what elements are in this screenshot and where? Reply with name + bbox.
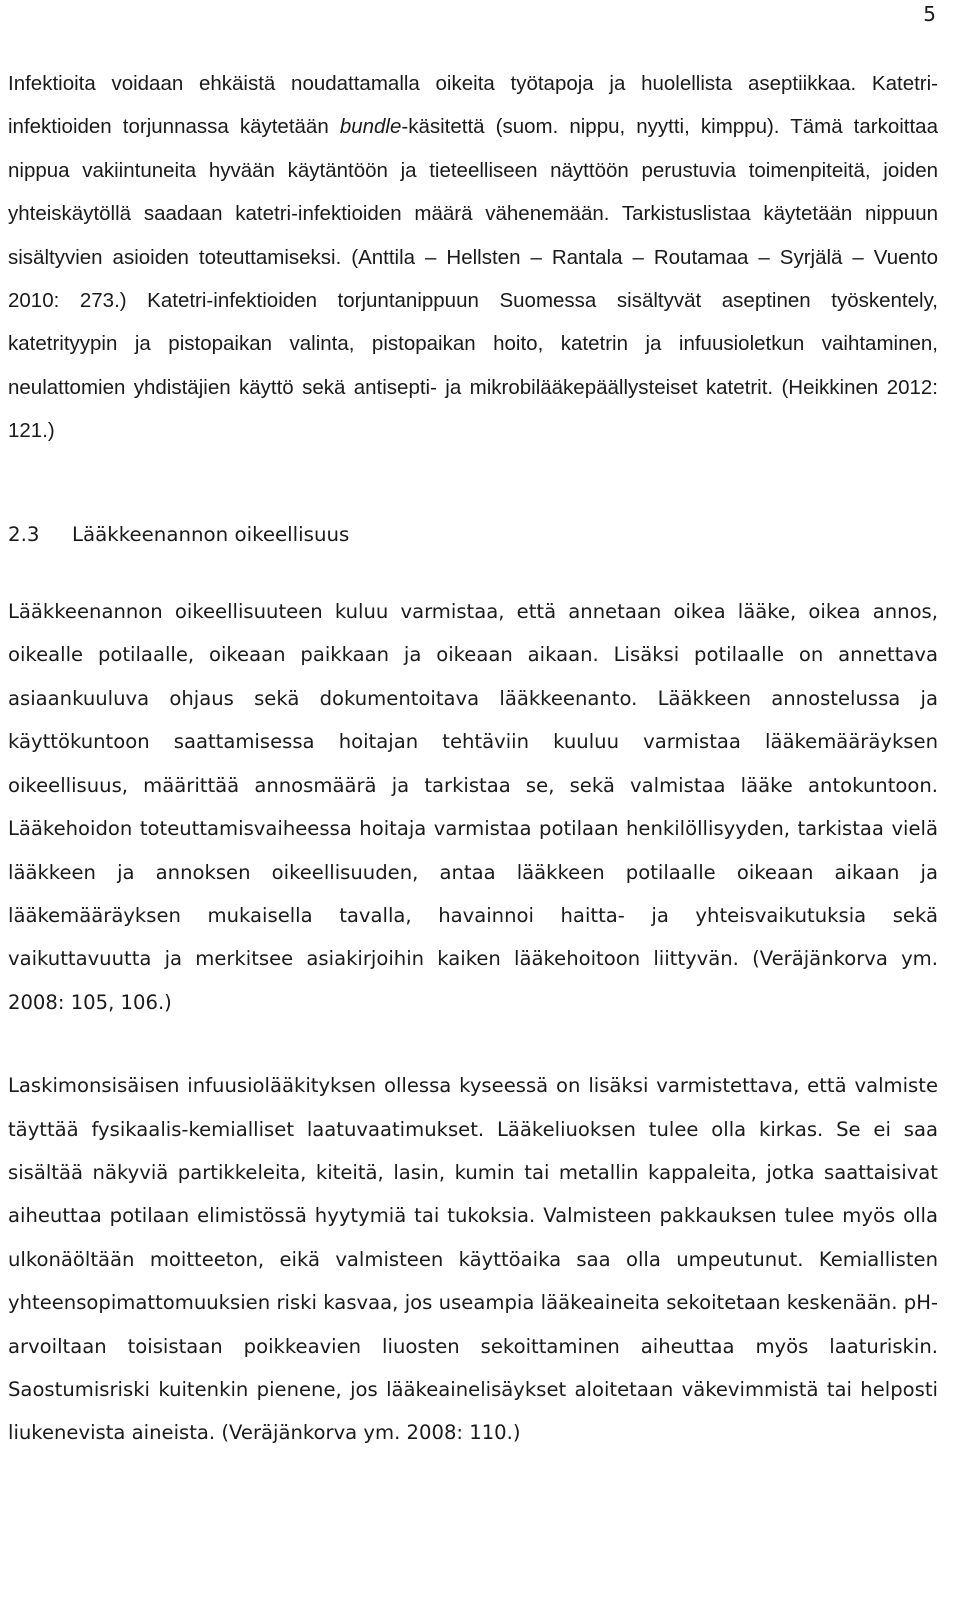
- paragraph-infusion-quality: Laskimonsisäisen infuusiolääkityksen ollessa kyseessä on lisäksi varmistettava, että valmiste täyttää fysikaalis-kemialliset laatuvaatimukset. Lääkeliuoksen tulee olla kirkas. Se ei saa sisältää näkyviä partikkeleita, kiteitä, lasin, kumin tai metallin kappaleita, jotka saattaisivat aiheuttaa potilaan elimistössä hyytymiä tai tukoksia. Valmisteen pakkauksen tulee myös olla ulkonäöltään moitteeton, eikä valmisteen käyttöaika saa olla umpeutunut. Kemiallisten yhteensopimattomuuksien riski kasvaa, jos useampia lääkeaineita sekoitetaan keskenään. pH-arvoiltaan toisistaan poikkeavien liuosten sekoittaminen aiheuttaa myös laaturiskin. Saostumisriski kuitenkin pienene, jos lääkeainelisäykset aloitetaan väkevimmistä tai helposti liukenevista aineista. (Veräjänkorva ym. 2008: 110.): [8, 1074, 938, 1445]
- bundle-term: bundle: [339, 115, 402, 139]
- paragraph-text-part1: Infektioita voidaan ehkäistä noudattamalla oikeita työtapoja ja huolellista aseptiikkaa. Katetri-infektioiden torjunnassa käytetään: [8, 72, 938, 139]
- section-number: 2.3: [8, 522, 40, 546]
- section-title: Lääkkeenannon oikeellisuus: [72, 522, 350, 546]
- paragraph-infection-prevention: [8, 62, 938, 453]
- paragraph-text-part2: -käsitettä (suom. nippu, nyytti, kimppu). Tämä tarkoittaa nippua vakiintuneita hyvään käytäntöön ja tieteelliseen näyttöön perustuvia toimenpiteitä, joiden yhteiskäytöllä saadaan katetri-infektioiden määrä vähenemään. Tarkistuslistaa käytetään nippuun sisältyvien asioiden toteuttamiseksi. (Anttila – Hellsten – Rantala – Routamaa – Syrjälä – Vuento 2010: 273.) Katetri-infektioiden torjuntanippuun Suomessa sisältyvät aseptinen työskentely, katetrityypin ja pistopaikan valinta, pistopaikan hoito, katetrin ja infuusioletkun vaihtaminen, neulattomien yhdistäjien käyttö sekä antisepti- ja mikrobilääkepäällysteiset katetrit. (Heikkinen 2012: 121.): [8, 115, 938, 443]
- page-number: 5: [923, 2, 936, 26]
- section-heading: [8, 513, 938, 556]
- document-body: [8, 62, 938, 1455]
- paragraph-medication-accuracy: Lääkkeenannon oikeellisuuteen kuluu varmistaa, että annetaan oikea lääke, oikea annos, oikealle potilaalle, oikeaan paikkaan ja oikeaan aikaan. Lisäksi potilaalle on annettava asiaankuuluva ohjaus sekä dokumentoitava lääkkeenanto. Lääkkeen annostelussa ja käyttökuntoon saattamisessa hoitajan tehtäviin kuuluu varmistaa lääkemääräyksen oikeellisuus, määrittää annosmäärä ja tarkistaa se, sekä valmistaa lääke antokuntoon. Lääkehoidon toteuttamisvaiheessa hoitaja varmistaa potilaan henkilöllisyyden, tarkistaa vielä lääkkeen ja annoksen oikeellisuuden, antaa lääkkeen potilaalle oikeaan aikaan ja lääkemääräyksen mukaisella tavalla, havainnoi haitta- ja yhteisvaikutuksia sekä vaikuttavuutta ja merkitsee asiakirjoihin kaiken lääkehoitoon liittyvän. (Veräjänkorva ym. 2008: 105, 106.): [8, 600, 938, 1014]
